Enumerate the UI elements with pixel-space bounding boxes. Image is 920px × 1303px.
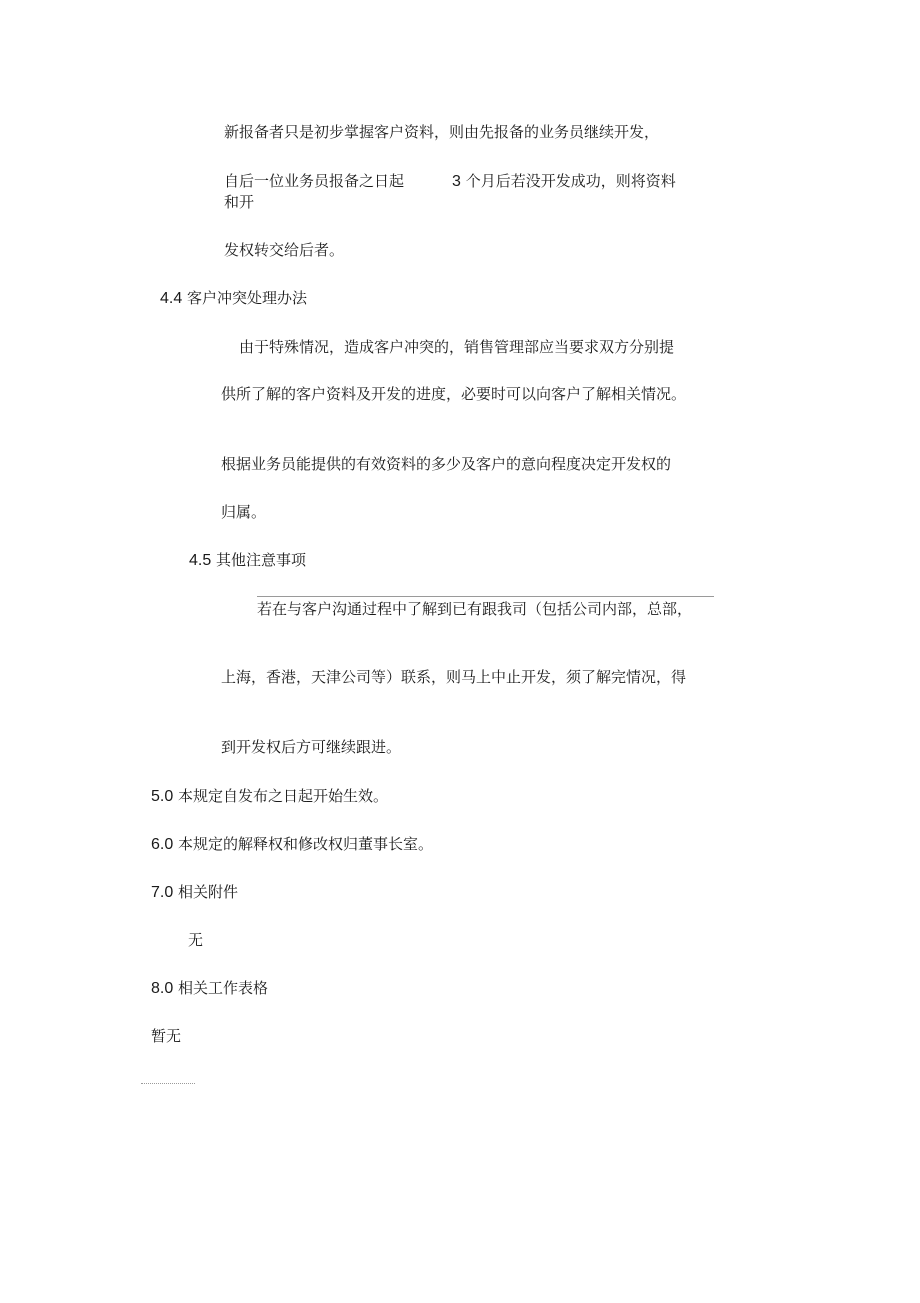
paragraph-line-5: 供所了解的客户资料及开发的进度，必要时可以向客户了解相关情况。 [221, 385, 687, 403]
section-heading-4-4: 4.4 客户冲突处理办法 [160, 289, 308, 307]
paragraph-line-9: 上海，香港，天津公司等）联系，则马上中止开发，须了解完情况，得 [221, 668, 687, 686]
section-8-0: 8.0 相关工作表格 [151, 979, 269, 997]
paragraph-line-7: 归属。 [221, 503, 267, 521]
paragraph-line-1: 新报备者只是初步掌握客户资料，则由先报备的业务员继续开发， [224, 123, 660, 141]
section-7-0-body: 无 [188, 931, 204, 949]
horizontal-rule [257, 596, 714, 597]
paragraph-line-6: 根据业务员能提供的有效资料的多少及客户的意向程度决定开发权的 [221, 455, 672, 473]
paragraph-line-2-cont: 3 个月后若没开发成功，则将资料 [452, 172, 676, 190]
paragraph-line-8: 若在与客户沟通过程中了解到已有跟我司（包括公司内部，总部， [257, 600, 693, 618]
paragraph-line-2-wrap: 和开 [224, 193, 255, 211]
paragraph-line-4: 由于特殊情况，造成客户冲突的，销售管理部应当要求双方分别提 [239, 338, 675, 356]
section-8-0-body: 暂无 [151, 1027, 182, 1045]
paragraph-line-3: 发权转交给后者。 [224, 241, 345, 259]
dotted-rule [141, 1083, 195, 1084]
paragraph-line-10: 到开发权后方可继续跟进。 [221, 738, 402, 756]
section-5-0: 5.0 本规定自发布之日起开始生效。 [151, 787, 389, 805]
section-6-0: 6.0 本规定的解释权和修改权归董事长室。 [151, 835, 434, 853]
section-7-0: 7.0 相关附件 [151, 883, 239, 901]
paragraph-line-2: 自后一位业务员报备之日起 [224, 172, 405, 190]
section-heading-4-5: 4.5 其他注意事项 [189, 551, 307, 569]
